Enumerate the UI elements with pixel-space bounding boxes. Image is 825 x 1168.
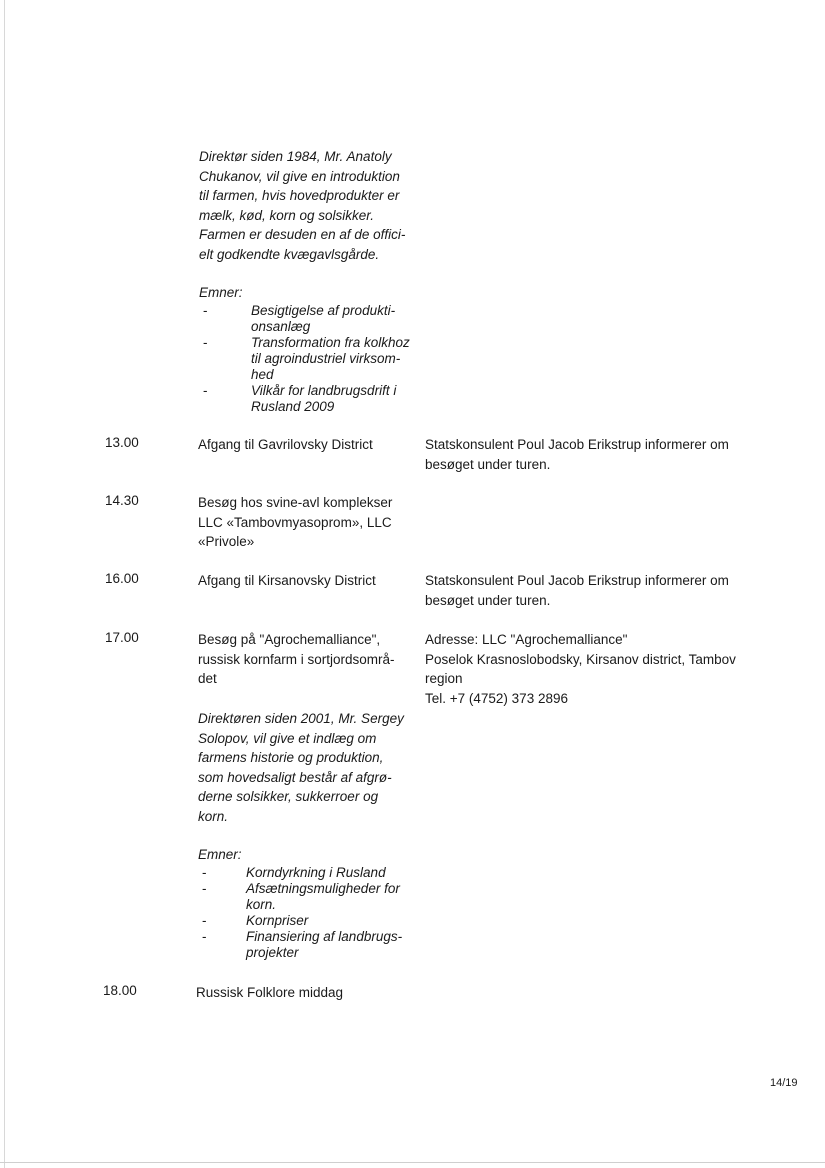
intro-paragraph: [199, 147, 405, 264]
list-item: - Korndyrkning i Rusland: [198, 865, 402, 881]
schedule-note: Adresse: LLC "Agrochemalliance" Poselok Krasnoslobodsky, Kirsanov district, Tambov region Tel. +7 (4752) 373 2896: [425, 632, 736, 706]
intro-topics: [199, 285, 410, 415]
topics-list: [198, 865, 402, 961]
schedule-activity: Afgang til Kirsanovsky District: [198, 573, 376, 588]
text-line: mælk, kød, korn og solsikker.: [199, 207, 375, 223]
schedule-time: 18.00: [103, 983, 137, 998]
schedule-time: 17.00: [105, 630, 139, 645]
list-item: - Transformation fra kolkhoz til agroindustriel virksom- hed: [199, 335, 410, 383]
topics-heading: Emner:: [199, 285, 243, 300]
list-item: - Kornpriser: [198, 913, 402, 929]
schedule-description: Direktøren siden 2001, Mr. Sergey Solopov, vil give et indlæg om farmens historie og produktion, som hovedsaligt består af afgrø- derne solsikker, sukkerroer og korn.: [198, 711, 404, 824]
schedule-note: Statskonsulent Poul Jacob Erikstrup informerer om besøget under turen.: [425, 437, 729, 472]
schedule-time: 13.00: [105, 435, 139, 450]
schedule-activity: Besøg hos svine-avl komplekser LLC «Tambovmyasoprom», LLC «Privole»: [198, 495, 393, 549]
schedule-topics: [198, 847, 402, 961]
scan-bottom-line: [0, 1162, 825, 1163]
scan-edge-line: [4, 0, 5, 1168]
schedule-activity: Besøg på "Agrochemalliance", russisk kornfarm i sortjordsområ- det: [198, 632, 395, 686]
text-line: elt godkendte kvægavlsgårde.: [199, 246, 380, 262]
schedule-time: 16.00: [105, 571, 139, 586]
text-line: Chukanov, vil give en introduktion: [199, 168, 400, 184]
text-line: Farmen er desuden en af de offici-: [199, 227, 406, 242]
text-line: til farmen, hvis hovedprodukter er: [199, 188, 400, 203]
schedule-time: 14.30: [105, 493, 139, 508]
list-item: - Besigtigelse af produkti- onsanlæg: [199, 303, 410, 335]
list-item: - Afsætningsmuligheder for korn.: [198, 881, 402, 913]
list-item: - Finansiering af landbrugs- projekter: [198, 929, 402, 961]
schedule-activity: Afgang til Gavrilovsky District: [198, 437, 373, 452]
topics-list: [199, 303, 410, 415]
list-item: - Vilkår for landbrugsdrift i Rusland 2009: [199, 383, 410, 415]
schedule-note: Statskonsulent Poul Jacob Erikstrup informerer om besøget under turen.: [425, 573, 729, 608]
text-line: Direktør siden 1984, Mr. Anatoly: [199, 149, 392, 164]
topics-heading: Emner:: [198, 847, 242, 862]
page-number: 14/19: [770, 1077, 798, 1089]
schedule-activity: Russisk Folklore middag: [196, 985, 344, 1000]
